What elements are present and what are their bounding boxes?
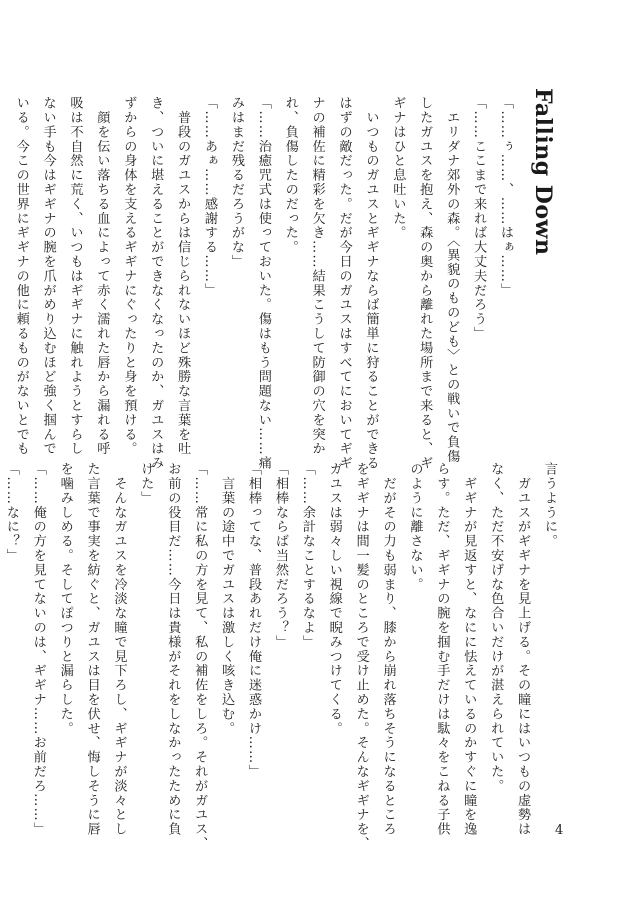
text-line: みはまだ残るだろうがな」 xyxy=(228,96,244,269)
text-line: のように離さない。 xyxy=(407,462,423,592)
text-line: いつものガユスとギギナならば簡単に狩ることができる xyxy=(363,96,379,471)
text-line: ナの補佐に精彩を欠き……結果こうして防御の穴を突か xyxy=(309,96,325,456)
text-line: したガユスを抱え、森の奥から離れた場所まで来ると、ギ xyxy=(417,96,433,471)
text-line: けた」 xyxy=(138,462,154,506)
text-line: 「……治癒咒式は使っておいた。傷はもう問題ない……痛 xyxy=(255,96,271,471)
page-number: 4 xyxy=(555,823,564,838)
text-line: 普段のガユスからは信じられないほど殊勝な言葉を吐 xyxy=(175,96,191,456)
text-line: ずからの身体を支えるギギナにぐったりと身を預ける。 xyxy=(121,96,137,456)
text-line: 「……ぅ……、……はぁ……」 xyxy=(498,96,513,298)
text-line: 「相棒ってな、普段あれだけ俺に迷惑かけ……」 xyxy=(246,462,262,779)
text-line: ない手も今はギギナの腕を爪がめり込むほど強く掴んで xyxy=(40,96,56,456)
text-line: だがその力も弱まり、膝から崩れ落ちそうになるところ xyxy=(380,462,396,837)
text-line: をギギナは間一髪のところで受け止めた。そんなギギナを、 xyxy=(353,462,369,851)
text-line: ギナはひと息吐いた。 xyxy=(390,96,406,240)
text-line: ガユスがギギナを見上げる。その瞳にはいつもの虚勢は xyxy=(515,462,531,837)
text-line: 「……なに？」 xyxy=(3,462,19,563)
text-line: 「……あぁ……感謝する……」 xyxy=(202,96,218,298)
text-line: ガユスは弱々しい視線で睨みつけてくる。 xyxy=(326,462,342,736)
lower-text-block xyxy=(3,462,562,851)
text-line: エリダナ郊外の森。〈異貌のものども〉との戦いで負傷 xyxy=(444,96,460,464)
text-line: 言うように。 xyxy=(542,462,557,549)
text-line: を噛みしめる。そしてぽつりと漏らした。 xyxy=(57,462,73,736)
text-line: 「相棒ならば当然だろう？」 xyxy=(272,462,288,650)
text-line: 「……常に私の方を見て、私の補佐をしろ。それがガユス、 xyxy=(192,462,208,851)
text-line: ギギナが見返すと、なにに怯えているのかすぐに瞳を逸 xyxy=(461,462,477,837)
upper-text-block xyxy=(13,96,518,471)
text-line: お前の役目だ……今日は貴様がそれをしなかったために負 xyxy=(165,462,181,837)
text-line: れ、負傷したのだった。 xyxy=(282,96,298,255)
text-line: 吸は不自然に荒く、いつもはギギナに触れようとすらし xyxy=(67,96,83,456)
text-line: そんなガユスを冷淡な瞳で見下ろし、ギギナが淡々とし xyxy=(111,462,127,837)
text-line: 「……ここまで来れば大丈夫だろう」 xyxy=(471,96,487,341)
text-line: き、ついに堪えることができなくなったのか、ガユスはみ xyxy=(148,96,164,471)
text-line: 顔を伝い落ちる血によって赤く濡れた唇から漏れる呼 xyxy=(94,96,110,456)
text-line: 言葉の途中でガユスは激しく咳き込む。 xyxy=(219,462,235,736)
text-line: 「……余計なことするなよ」 xyxy=(299,462,315,650)
text-line: た言葉で事実を紡ぐと、ガユスは目を伏せ、悔しそうに唇 xyxy=(84,462,100,837)
chapter-title: Falling Down xyxy=(530,88,556,256)
text-line: はずの敵だった。だが今日のガユスはすべてにおいてギギ xyxy=(336,96,352,471)
text-line: なく、ただ不安げな色合いだけが湛えられていた。 xyxy=(488,462,504,794)
text-line: 「……俺の方を見てないのは、ギギナ……お前だろ……」 xyxy=(30,462,46,837)
text-line: らす。ただ、ギギナの腕を掴む手だけは駄々をこねる子供 xyxy=(434,462,450,837)
text-line: いる。今この世界にギギナの他に頼るものがないとでも xyxy=(13,96,29,456)
